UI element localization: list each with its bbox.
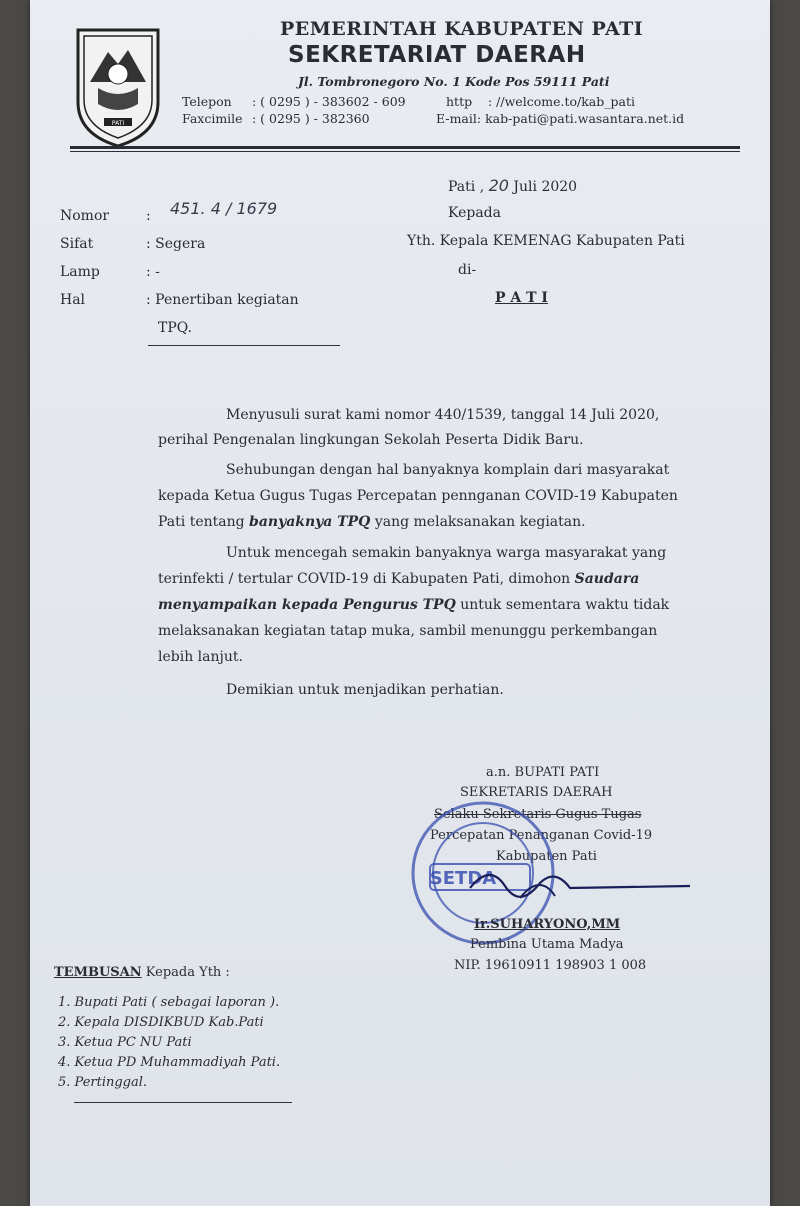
paragraph-1-line-1: Menyusuli surat kami nomor 440/1539, tanggal 14 Juli 2020, — [226, 407, 660, 423]
fax-value: : ( 0295 ) - 382360 — [252, 111, 370, 126]
paragraph-2-line-1: Sehubungan dengan hal banyaknya komplain dari masyarakat — [226, 462, 670, 478]
paragraph-3-line-4: melaksanakan kegiatan tatap muka, sambil menunggu perkembangan — [158, 623, 658, 639]
svg-text:PATI: PATI — [111, 120, 125, 127]
letterhead-rule-thin — [70, 151, 740, 152]
paragraph-3-line-2: terinfekti / tertular COVID-19 di Kabupaten Pati, dimohon Saudara — [158, 571, 640, 587]
signature-percepatan: Percepatan Penanganan Covid-19 — [430, 828, 653, 843]
lamp-value: : - — [146, 264, 160, 280]
signature-sekda: SEKRETARIS DAERAH — [460, 785, 613, 800]
signatory-rank: Pembina Utama Madya — [470, 937, 624, 952]
sifat-label: Sifat — [60, 236, 94, 252]
nomor-label: Nomor — [60, 208, 110, 224]
list-item: 5. Pertinggal. — [58, 1075, 148, 1090]
tembusan-title: TEMBUSAN Kepada Yth : — [54, 965, 230, 980]
signature-selaku: Selaku Sekretaris Gugus Tugas — [434, 807, 642, 822]
letter-date: Pati , 20 Juli 2020 — [448, 176, 578, 195]
phone-value: : ( 0295 ) - 383602 - 609 — [252, 94, 406, 109]
paragraph-3-line-5: lebih lanjut. — [158, 649, 243, 665]
paragraph-3-line-1: Untuk mencegah semakin banyaknya warga masyarakat yang — [226, 545, 667, 561]
recipient-city: P A T I — [495, 290, 548, 306]
hal-value: : Penertiban kegiatan — [146, 292, 299, 308]
hal-underline — [148, 345, 340, 346]
letterhead-government: PEMERINTAH KABUPATEN PATI — [280, 18, 644, 40]
svg-text:SETDA: SETDA — [429, 868, 497, 889]
sifat-value: : Segera — [146, 236, 206, 252]
list-item: 3. Ketua PC NU Pati — [58, 1035, 192, 1050]
signatory-nip: NIP. 19610911 198903 1 008 — [454, 958, 647, 973]
paragraph-3-line-3: menyampaikan kepada Pengurus TPQ untuk sementara waktu tidak — [158, 597, 670, 613]
lamp-label: Lamp — [60, 264, 100, 280]
letterhead-rule — [70, 146, 740, 149]
http-value: : //welcome.to/kab_pati — [488, 94, 635, 109]
list-item: 4. Ketua PD Muhammadiyah Pati. — [58, 1055, 281, 1070]
list-item: 2. Kepala DISDIKBUD Kab.Pati — [58, 1015, 264, 1030]
tembusan-underline — [74, 1102, 292, 1103]
signature-kab: Kabupaten Pati — [496, 849, 597, 864]
regency-emblem-logo — [68, 22, 168, 150]
hal-value-cont: TPQ. — [158, 320, 192, 336]
paragraph-2-line-3: Pati tentang banyaknya TPQ yang melaksanakan kegiatan. — [158, 514, 586, 530]
hal-label: Hal — [60, 292, 86, 308]
phone-label: Telepon — [182, 94, 232, 109]
recipient-di: di- — [458, 262, 477, 278]
email-text: E-mail: kab-pati@pati.wasantara.net.id — [436, 111, 685, 126]
signature-an: a.n. BUPATI PATI — [486, 765, 600, 780]
paragraph-1-line-2: perihal Pengenalan lingkungan Sekolah Peserta Didik Baru. — [158, 432, 584, 448]
handwritten-signature — [460, 858, 700, 908]
signatory-name: Ir.SUHARYONO,MM — [474, 917, 621, 932]
recipient: Yth. Kepala KEMENAG Kabupaten Pati — [407, 233, 685, 249]
http-label: http — [446, 94, 473, 109]
tembusan-list — [58, 993, 280, 1093]
closing-paragraph: Demikian untuk menjadikan perhatian. — [226, 682, 504, 698]
letter-page — [30, 0, 770, 1206]
letterhead-secretariat: SEKRETARIAT DAERAH — [288, 42, 586, 68]
kepada-label: Kepada — [448, 205, 501, 221]
list-item: 1. Bupati Pati ( sebagai laporan ). — [58, 995, 280, 1010]
letterhead-address: Jl. Tombronegoro No. 1 Kode Pos 59111 Pati — [298, 74, 610, 89]
nomor-colon: : — [146, 208, 151, 224]
nomor-value: 451. 4 / 1679 — [170, 199, 278, 218]
paragraph-2-line-2: kepada Ketua Gugus Tugas Percepatan pennganan COVID-19 Kabupaten — [158, 488, 678, 504]
fax-label: Faxcimile — [182, 111, 243, 126]
